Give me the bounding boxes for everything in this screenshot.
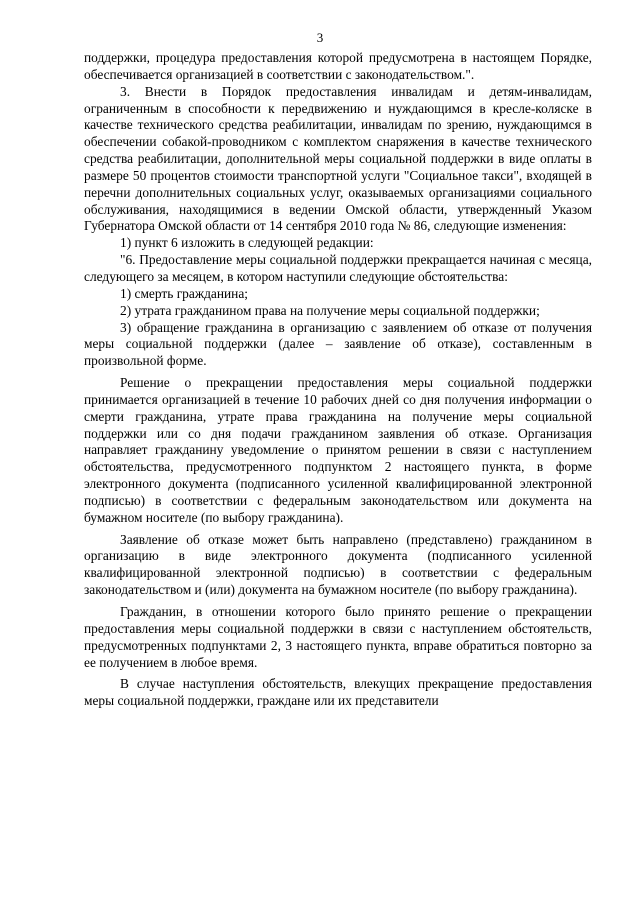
paragraph-refusal-statement: Заявление об отказе может быть направлено (представлено) гражданином в организацию в виде электронного документа (подписанного усиленной квалифицированной электронной подписью) в соответствии с федеральным законодательством и (или) документа на бумажном носителе (по выбору гражданина).: [84, 531, 592, 598]
paragraph-decision: Решение о прекращении предоставления меры социальной поддержки принимается организацией в течение 10 рабочих дней со дня получения информации о смерти гражданина, утрате права гражданина на получение меры социальной поддержки или со дня подачи гражданином заявления об отказе. Организация направляет гражданину уведомление о принятом решении в связи с наступлением обстоятельства, предусмотренного подпунктом 2 настоящего пункта, в форме электронного документа (подписанного усиленной квалифицированной электронной подписью) в соответствии с федеральным законодательством или документа на бумажном носителе (по выбору гражданина).: [84, 375, 592, 525]
page-number: 3: [316, 30, 324, 45]
list-item-refusal: 3) обращение гражданина в организацию с заявлением об отказе от получения меры социальной поддержки (далее – заявление об отказе), составленным в произвольной форме.: [84, 319, 592, 369]
list-item-loss-of-right: 2) утрата гражданином права на получение меры социальной поддержки;: [120, 302, 540, 318]
paragraph-continuation: поддержки, процедура предоставления которой предусмотрена в настоящем Порядке, обеспечивается организацией в соответствии с законодательством.".: [84, 50, 592, 82]
paragraph-subitem-1: 1) пункт 6 изложить в следующей редакции:: [120, 235, 374, 251]
list-item-death: 1) смерть гражданина;: [120, 285, 248, 301]
paragraph-reapply: Гражданин, в отношении которого было принято решение о прекращении предоставления меры социальной поддержки в связи с наступлением обстоятельств, предусмотренных подпунктами 2, 3 настоящего пункта, вправе обратиться повторно за ее получением в любое время.: [84, 604, 592, 670]
paragraph-clause-6: "6. Предоставление меры социальной поддержки прекращается начиная с месяца, следующего за месяцем, в котором наступили следующие обстоятельства:: [84, 252, 592, 284]
document-body: [84, 50, 592, 710]
paragraph-item-3: 3. Внести в Порядок предоставления инвалидам и детям-инвалидам, ограниченным в способности к передвижению и нуждающимся в кресле-коляске в качестве технического средства реабилитации, инвалидам по зрению, нуждающимся в обеспечении собакой-проводником с комплектом снаряжения в качестве технического средства реабилитации, дополнительной меры социальной поддержки в виде оплаты в размере 50 процентов стоимости транспортной услуги "Социальное такси", входящей в перечни дополнительных социальных услуг, оказываемых организациями социального обслуживания, находящимися в ведении Омской области, утвержденный Указом Губернатора Омской области от 14 сентября 2010 года № 86, следующие изменения:: [84, 83, 592, 234]
paragraph-circumstances: В случае наступления обстоятельств, влекущих прекращение предоставления меры социальной поддержки, граждане или их представители: [84, 676, 592, 709]
